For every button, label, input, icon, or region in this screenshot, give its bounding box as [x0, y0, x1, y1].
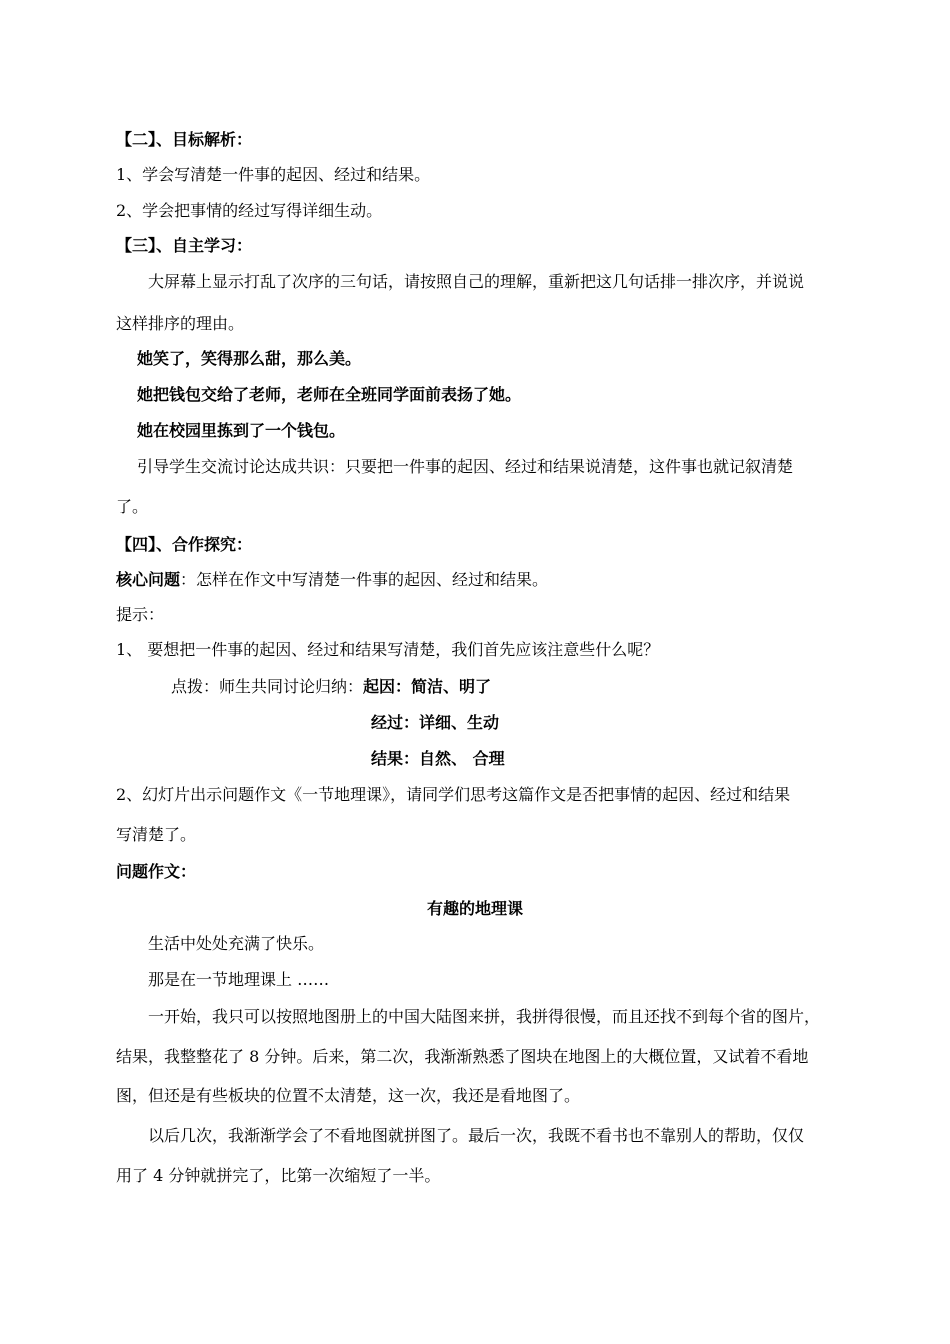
core-question-label: 核心问题: [116, 570, 181, 589]
guide-line2: 了。: [116, 497, 149, 516]
summary-item-process: 经过：详细、生动: [371, 713, 500, 732]
scrambled-sentence-1: 她笑了，笑得那么甜，那么美。: [137, 349, 362, 368]
summary-prefix: 点拨：师生共同讨论归纳：: [171, 677, 364, 696]
essay-paragraph-4-line1: 以后几次，我渐渐学会了不看地图就拼图了。最后一次，我既不看书也不靠别人的帮助，仅仅: [148, 1126, 805, 1145]
section2-heading: 【二】、目标解析：: [116, 130, 253, 149]
essay-paragraph-3-line3: 图，但还是有些板块的位置不太清楚，这一次，我还是看地图了。: [116, 1086, 581, 1105]
core-question: [116, 570, 548, 590]
essay-paragraph-2: 那是在一节地理课上 ……: [148, 970, 330, 989]
summary-item-result: 结果：自然、 合理: [371, 749, 505, 768]
self-study-intro-line2: 这样排序的理由。: [116, 314, 245, 333]
essay-paragraph-3-line2: 结果，我整整花了 8 分钟。后来，第二次，我渐渐熟悉了图块在地图上的大概位置，又试着不看地: [116, 1047, 809, 1066]
scrambled-sentence-3: 她在校园里拣到了一个钱包。: [137, 421, 346, 440]
section4-heading: 【四】、合作探究：: [116, 535, 253, 554]
hint-question-2-line2: 写清楚了。: [116, 825, 197, 844]
essay-paragraph-3-line1: 一开始，我只可以按照地图册上的中国大陆图来拼，我拼得很慢，而且还找不到每个省的图片，: [148, 1007, 821, 1026]
problem-essay-label: 问题作文：: [116, 862, 197, 881]
summary-line: [171, 677, 491, 697]
core-question-text: ：怎样在作文中写清楚一件事的起因、经过和结果。: [180, 570, 549, 589]
essay-paragraph-4-line2: 用了 4 分钟就拼完了，比第一次缩短了一半。: [116, 1166, 441, 1185]
summary-item-cause: 起因：简洁、明了: [363, 677, 492, 696]
scrambled-sentence-2: 她把钱包交给了老师，老师在全班同学面前表扬了她。: [137, 385, 522, 404]
hint-label: 提示：: [116, 605, 165, 624]
hint-question-1: 1、 要想把一件事的起因、经过和结果写清楚，我们首先应该注意些什么呢？: [116, 640, 660, 659]
hint-question-2-line1: 2、幻灯片出示问题作文《一节地理课》，请同学们思考这篇作文是否把事情的起因、经过和结果: [116, 785, 791, 804]
essay-paragraph-1: 生活中处处充满了快乐。: [148, 934, 325, 953]
objective-item-1: 1、学会写清楚一件事的起因、经过和结果。: [116, 165, 431, 184]
section3-heading: 【三】、自主学习：: [116, 236, 253, 255]
guide-line1: 引导学生交流讨论达成共识：只要把一件事的起因、经过和结果说清楚，这件事也就记叙清楚: [137, 457, 794, 476]
objective-item-2: 2、学会把事情的经过写得详细生动。: [116, 201, 383, 220]
self-study-intro-line1: 大屏幕上显示打乱了次序的三句话，请按照自己的理解，重新把这几句话排一排次序，并说说: [148, 272, 805, 291]
essay-title: 有趣的地理课: [426, 899, 523, 918]
